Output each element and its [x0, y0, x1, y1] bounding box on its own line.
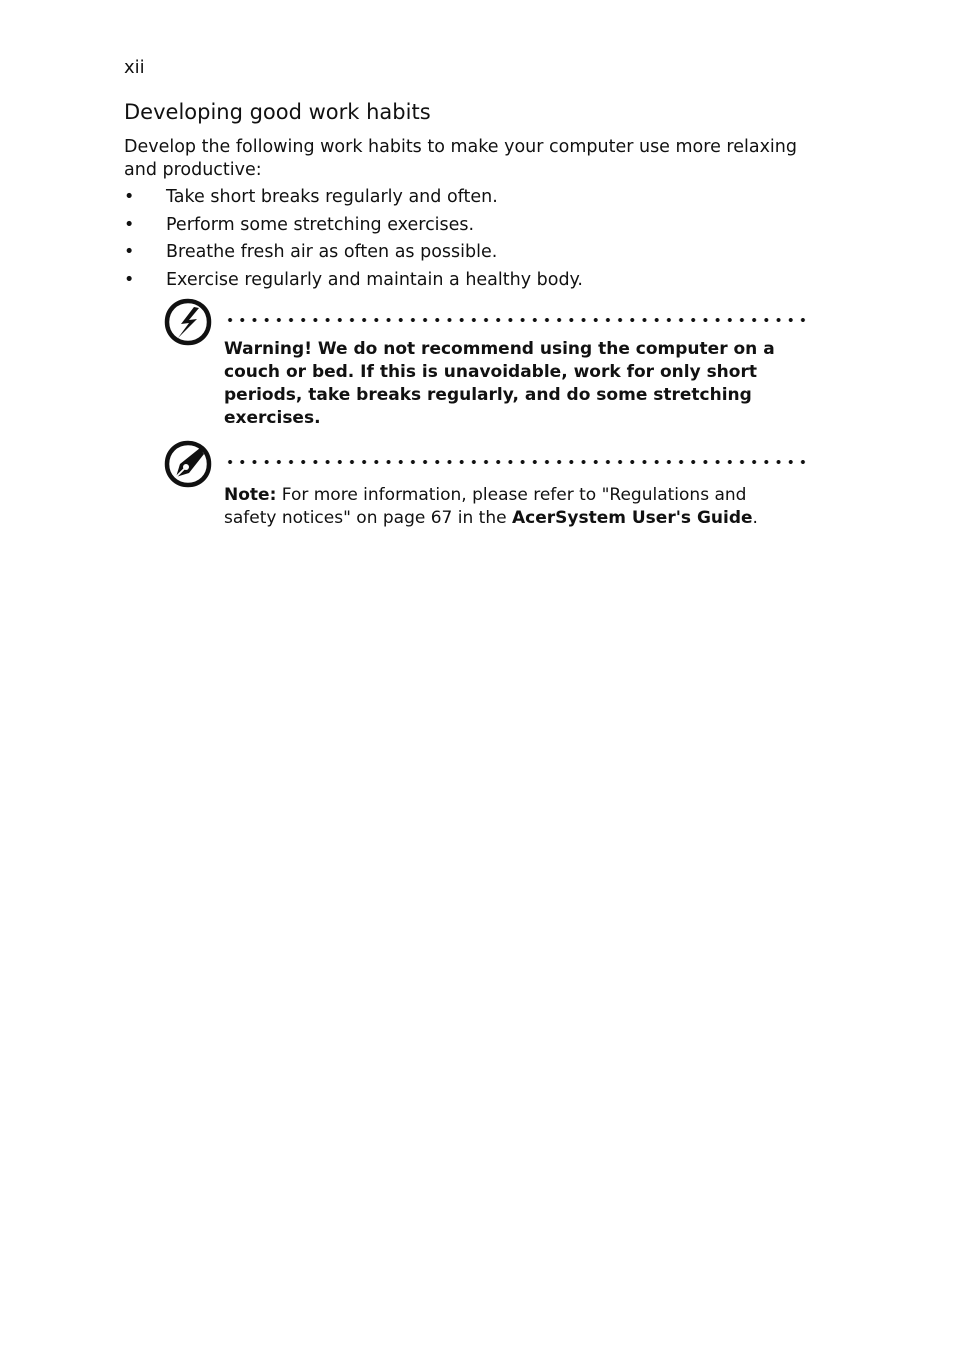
intro-paragraph: Develop the following work habits to make your computer use more relaxing and productive:: [124, 137, 797, 180]
list-item-text: Breathe fresh air as often as possible.: [166, 242, 498, 262]
warning-callout: [164, 298, 812, 428]
dotted-divider: [224, 460, 812, 464]
list-item-text: Exercise regularly and maintain a healthy body.: [166, 269, 583, 290]
lightning-warning-icon: [164, 298, 212, 346]
list-item: [124, 186, 583, 209]
list-item-text: Take short breaks regularly and often.: [166, 187, 498, 207]
bullet-icon: •: [124, 187, 135, 207]
bullet-icon: •: [124, 242, 135, 262]
section-title: Developing good work habits: [124, 100, 431, 124]
note-text: [224, 484, 804, 530]
list-item: [124, 214, 583, 237]
guide-title: AcerSystem User's Guide: [511, 508, 753, 528]
page-number: xii: [124, 57, 145, 78]
note-end: .: [752, 508, 758, 528]
habits-list: [124, 186, 583, 296]
note-body-text: For more information, please refer to "Regulations and safety notices" on page 67 in the: [224, 485, 747, 528]
bullet-icon: •: [124, 269, 135, 290]
dotted-divider: [224, 318, 812, 322]
note-label: Note:: [224, 485, 277, 505]
pen-note-icon: [164, 440, 212, 488]
list-item-text: Perform some stretching exercises.: [166, 214, 475, 235]
note-callout: [164, 440, 812, 540]
list-item: [124, 269, 583, 292]
warning-text: Warning! We do not recommend using the computer on a couch or bed. If this is unavoidable, work for only short periods, take breaks regularly, and do some stretching exercises.: [224, 339, 775, 428]
bullet-icon: •: [124, 214, 135, 235]
list-item: [124, 241, 583, 264]
